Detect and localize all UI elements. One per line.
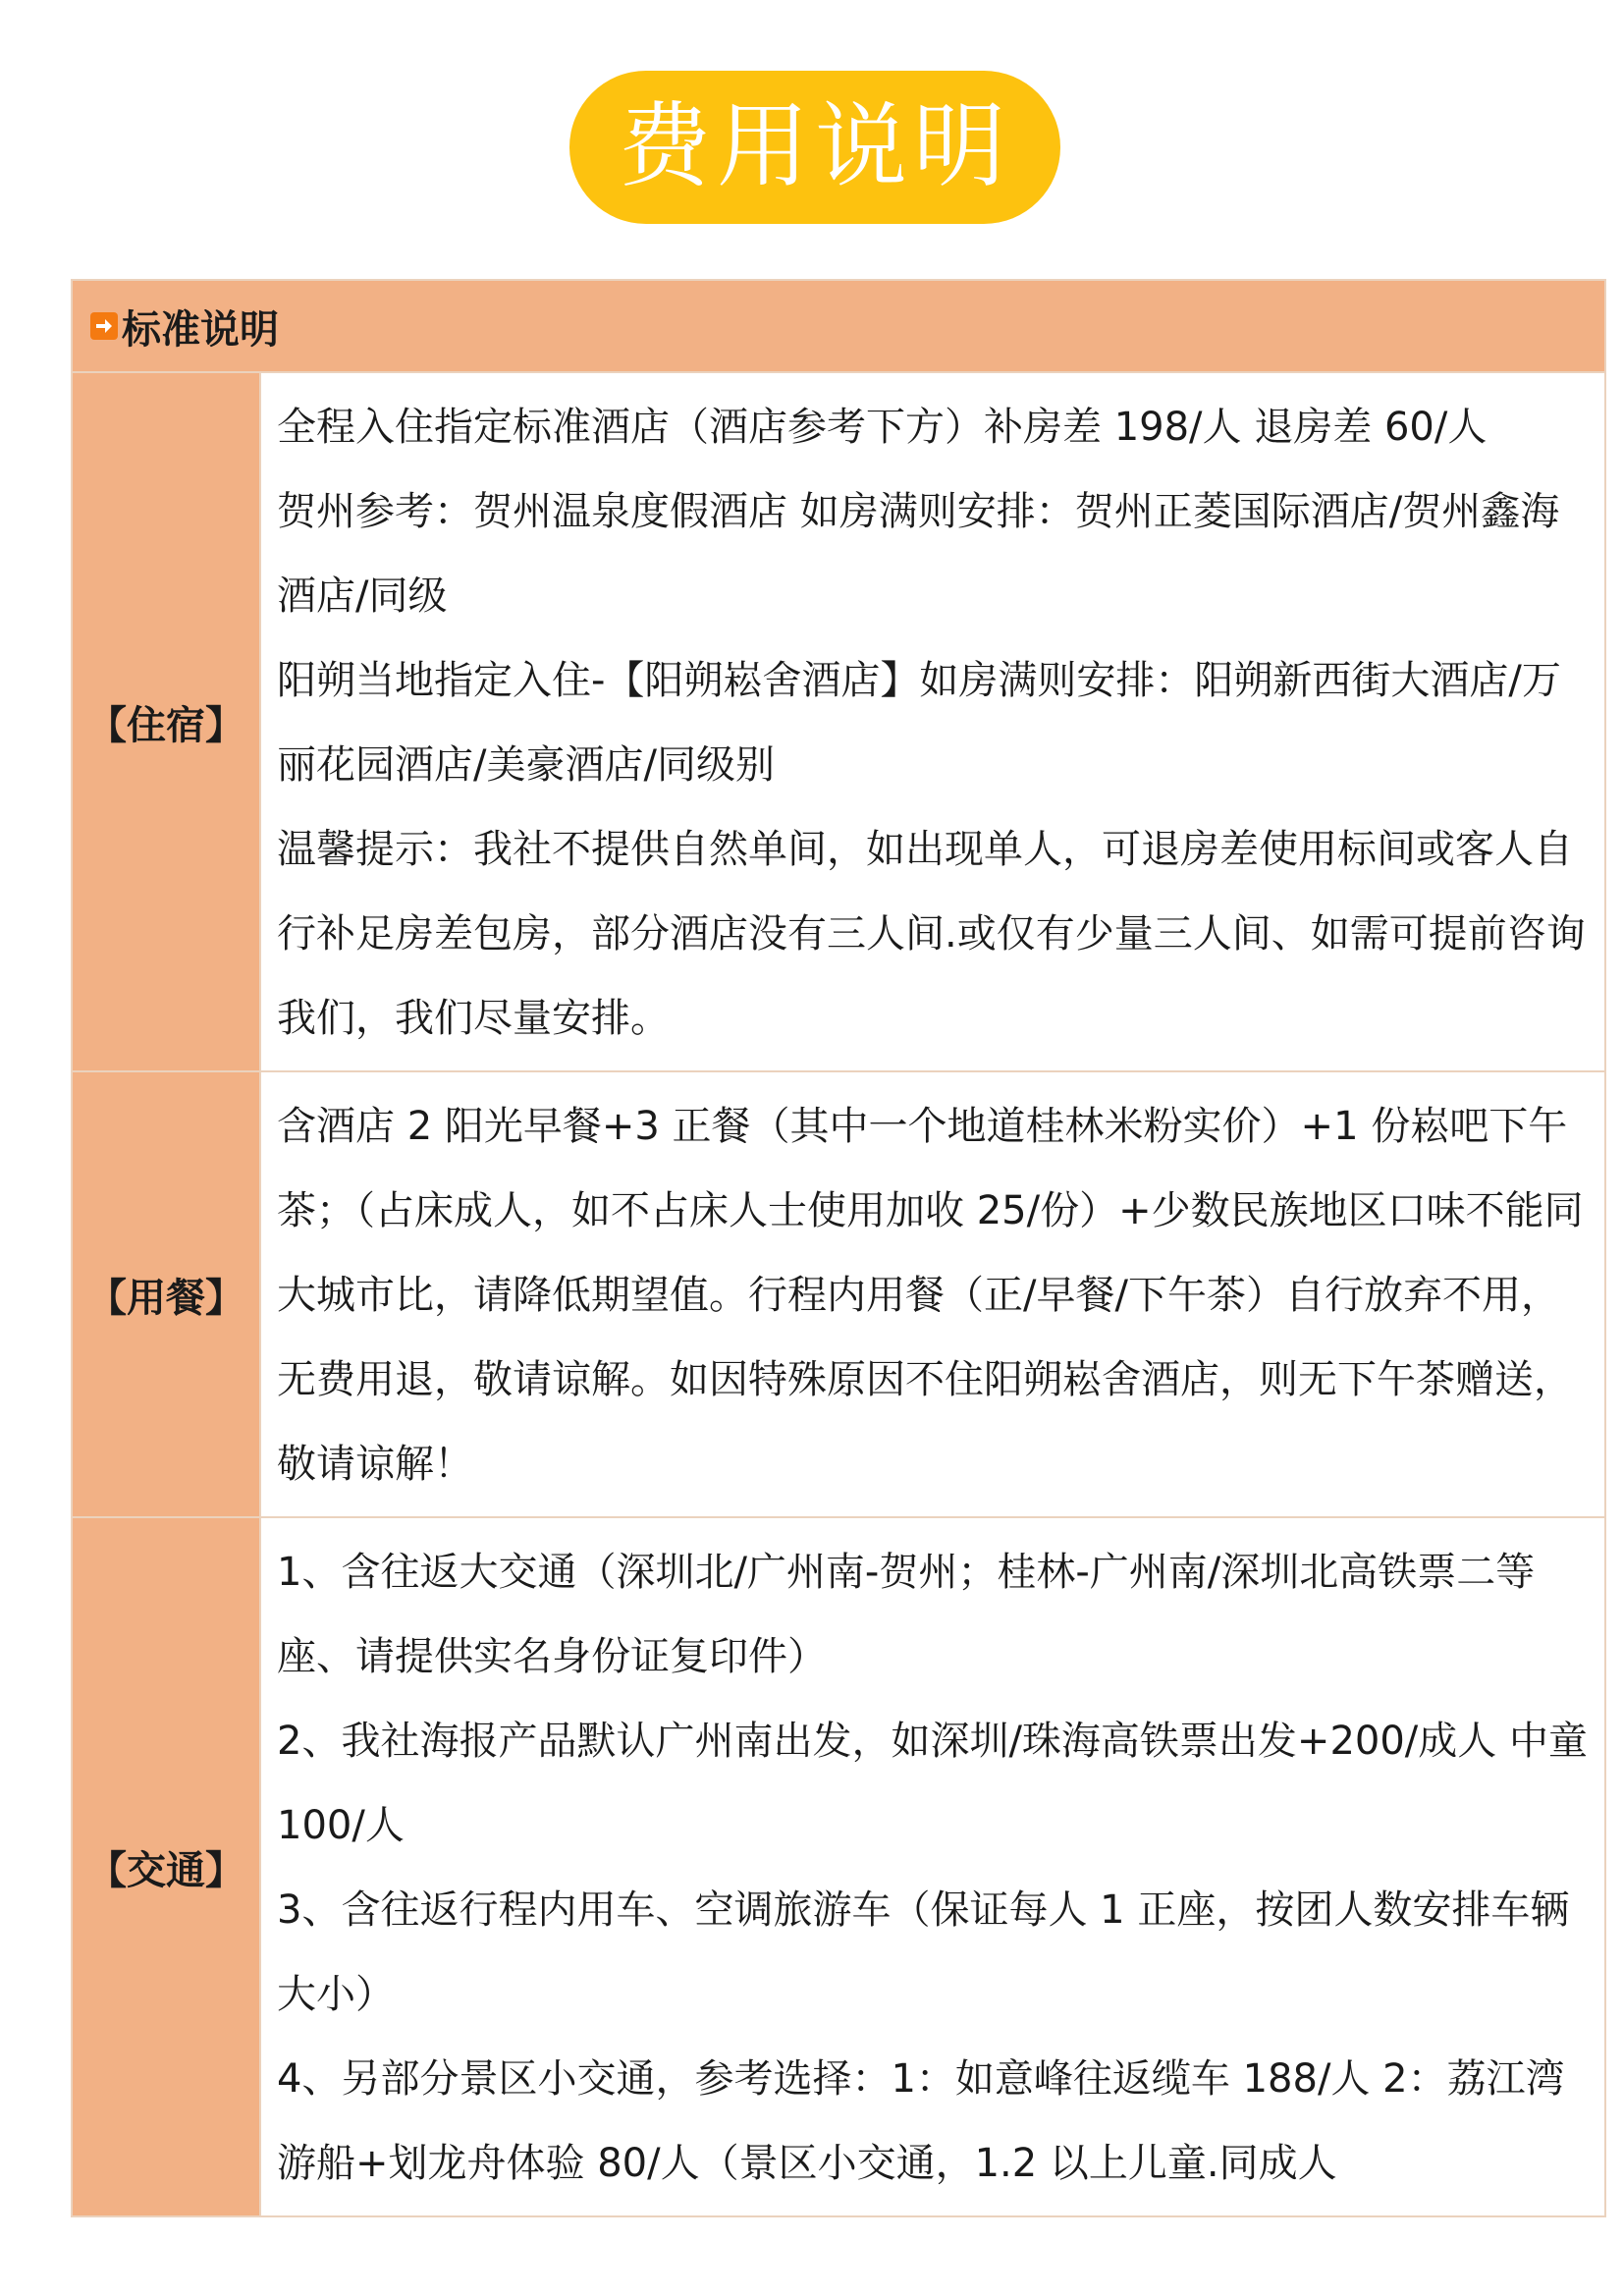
paragraph: 1、含往返大交通（深圳北/广州南-贺州；桂林-广州南/深圳北高铁票二等座、请提供实名身份证复印件） (277, 1550, 1536, 1679)
paragraph: 4、另部分景区小交通，参考选择：1：如意峰往返缆车 188/人 2：荔江湾游船+划龙舟体验 80/人（景区小交通，1.2 以上儿童.同成人 (277, 2056, 1565, 2186)
fee-table (71, 279, 1606, 2217)
row-accommodation (73, 373, 1604, 1072)
row-meals (73, 1072, 1604, 1518)
paragraph: 全程入住指定标准酒店（酒店参考下方）补房差 198/人 退房差 60/人 (277, 405, 1488, 450)
title-banner (569, 71, 1060, 224)
paragraph: 阳朔当地指定入住-【阳朔崧舍酒店】如房满则安排：阳朔新西街大酒店/万丽花园酒店/美豪酒店/同级别 (277, 658, 1561, 788)
row-label: 【交通】 (73, 1518, 261, 2215)
row-label: 【住宿】 (73, 373, 261, 1070)
row-transport (73, 1518, 1604, 2215)
row-content (261, 373, 1604, 1070)
paragraph: 3、含往返行程内用车、空调旅游车（保证每人 1 正座，按团人数安排车辆大小） (277, 1887, 1570, 2017)
paragraph: 温馨提示：我社不提供自然单间，如出现单人，可退房差使用标间或客人自行补足房差包房，部分酒店没有三人间.或仅有少量三人间、如需可提前咨询我们，我们尽量安排。 (277, 827, 1586, 1041)
section-header (73, 281, 1604, 373)
paragraph: 含酒店 2 阳光早餐+3 正餐（其中一个地道桂林米粉实价）+1 份崧吧下午茶；（占床成人，如不占床人士使用加收 25/份）+少数民族地区口味不能同大城市比，请降低期望值。行程内用餐（正/早餐/下午茶）自行放弃不用，无费用退，敬请谅解。如因特殊原因不住阳朔崧舍酒店，则无下午茶赠送，敬请谅解！ (277, 1104, 1584, 1487)
arrow-right-icon (90, 312, 118, 340)
page-title: 费用说明 (618, 93, 1011, 200)
section-title: 标准说明 (122, 306, 279, 353)
paragraph: 贺州参考：贺州温泉度假酒店 如房满则安排：贺州正菱国际酒店/贺州鑫海酒店/同级 (277, 489, 1560, 619)
row-label: 【用餐】 (73, 1072, 261, 1516)
paragraph: 2、我社海报产品默认广州南出发，如深圳/珠海高铁票出发+200/成人 中童 100/人 (277, 1719, 1588, 1848)
row-content (261, 1518, 1604, 2215)
row-content (261, 1072, 1604, 1516)
